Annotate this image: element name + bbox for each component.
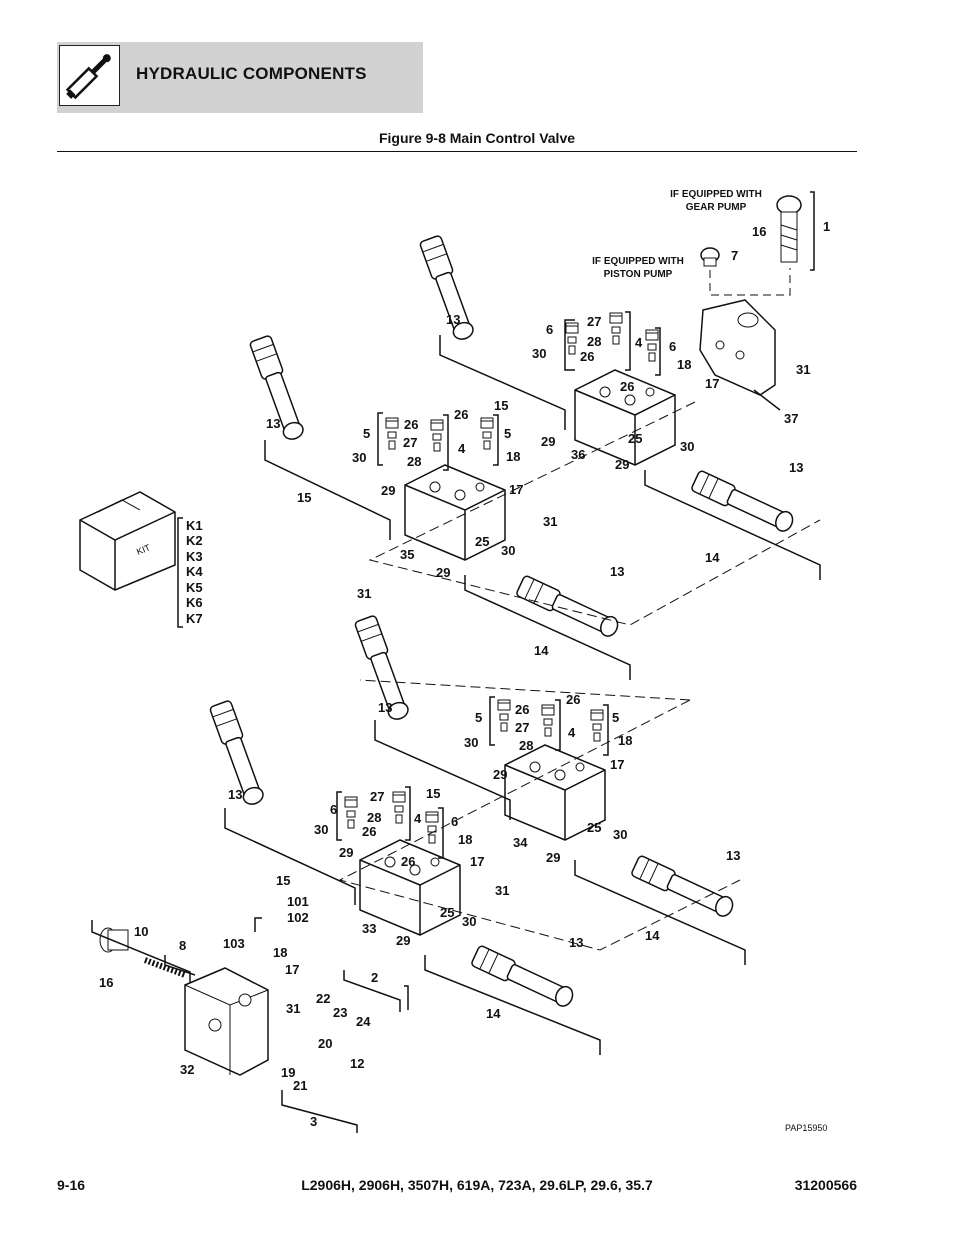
- callout: 26: [454, 407, 469, 422]
- callout: 13: [789, 460, 804, 475]
- callout: 7: [731, 248, 739, 263]
- callout: 6: [330, 802, 338, 817]
- figure-title: Figure 9-8 Main Control Valve: [378, 130, 576, 146]
- kit-item: K7: [186, 611, 203, 626]
- callout: 14: [486, 1006, 501, 1021]
- callout: 4: [635, 335, 643, 350]
- callout: 18: [677, 357, 692, 372]
- callout: 28: [407, 454, 422, 469]
- callout: 2: [371, 970, 379, 985]
- callout: 1: [823, 219, 831, 234]
- inlet-end-block-32: [185, 968, 268, 1075]
- solenoid-right-d: [471, 945, 576, 1010]
- callout: 34: [513, 835, 528, 850]
- callout: 25: [628, 431, 643, 446]
- callout: 13: [266, 416, 281, 431]
- callout: 16: [99, 975, 114, 990]
- callout: 16: [752, 224, 767, 239]
- callout: 4: [414, 811, 422, 826]
- callout: 17: [610, 757, 625, 772]
- callout: 26: [620, 379, 635, 394]
- callout: 27: [515, 720, 530, 735]
- piston-pump-note-line2: PISTON PUMP: [603, 269, 673, 280]
- callout: 29: [381, 483, 396, 498]
- callout: 28: [587, 334, 602, 349]
- callout: 14: [645, 928, 660, 943]
- callout: 6: [451, 814, 459, 829]
- callout: 25: [475, 534, 490, 549]
- kit-item: K3: [186, 549, 203, 564]
- callout: 30: [532, 346, 547, 361]
- callout: 27: [370, 789, 385, 804]
- callout: 20: [318, 1036, 333, 1051]
- page-number: 9-16: [57, 1177, 86, 1193]
- callout: 5: [504, 426, 512, 441]
- callout: 13: [569, 935, 584, 950]
- callout: 3: [310, 1114, 318, 1129]
- callout: 5: [475, 710, 483, 725]
- callout: 13: [378, 700, 393, 715]
- callout: 28: [519, 738, 534, 753]
- callout: 5: [363, 426, 371, 441]
- callout: 26: [362, 824, 377, 839]
- callout: 102: [287, 910, 309, 925]
- kit-item: K5: [186, 580, 203, 595]
- callout: 18: [458, 832, 473, 847]
- callout: 26: [401, 854, 416, 869]
- callout: 30: [462, 914, 477, 929]
- callout: 17: [285, 962, 300, 977]
- callout: 18: [506, 449, 521, 464]
- callout: 29: [396, 933, 411, 948]
- solenoid-right-b: [516, 575, 621, 640]
- callout: 5: [612, 710, 620, 725]
- callout: 4: [458, 441, 466, 456]
- callout: 17: [470, 854, 485, 869]
- callout: 26: [404, 417, 419, 432]
- kit-box: [80, 492, 175, 590]
- callout: 31: [543, 514, 558, 529]
- kit-item: K1: [186, 518, 203, 533]
- gear-pump-note-line2: GEAR PUMP: [685, 202, 747, 213]
- callout: 26: [580, 349, 595, 364]
- callout: 8: [179, 938, 187, 953]
- piston-pump-plug: [701, 248, 719, 266]
- callout: 15: [426, 786, 441, 801]
- callout: 17: [509, 482, 524, 497]
- callout: 17: [705, 376, 720, 391]
- callout: 27: [587, 314, 602, 329]
- callout: 31: [495, 883, 510, 898]
- valve-section-35: [405, 465, 505, 560]
- callout: 6: [546, 322, 554, 337]
- callout: 31: [357, 586, 372, 601]
- callout: 18: [273, 945, 288, 960]
- callout: 37: [784, 411, 799, 426]
- kit-item: K6: [186, 595, 203, 610]
- kit-label: KIT: [135, 542, 152, 557]
- callout: 24: [356, 1014, 371, 1029]
- callout: 29: [436, 565, 451, 580]
- callout: 26: [515, 702, 530, 717]
- callout: 22: [316, 991, 331, 1006]
- callout: 18: [618, 733, 633, 748]
- callout: 36: [571, 447, 586, 462]
- callout: 28: [367, 810, 382, 825]
- kit-item: K2: [186, 533, 203, 548]
- section-title: HYDRAULIC COMPONENTS: [136, 64, 367, 83]
- figure-reference: PAP15950: [785, 1123, 828, 1133]
- callout: 26: [566, 692, 581, 707]
- callout: 13: [228, 787, 243, 802]
- kit-item: K4: [186, 564, 203, 579]
- document-number: 31200566: [794, 1177, 857, 1193]
- callout: 13: [446, 312, 461, 327]
- callout: 14: [705, 550, 720, 565]
- callout: 25: [440, 905, 455, 920]
- callout: 31: [796, 362, 811, 377]
- callout: 32: [180, 1062, 195, 1077]
- callout: 29: [339, 845, 354, 860]
- callout: 101: [287, 894, 309, 909]
- callout: 29: [541, 434, 556, 449]
- callout: 30: [680, 439, 695, 454]
- callout: 30: [314, 822, 329, 837]
- callout: 30: [464, 735, 479, 750]
- callout: 103: [223, 936, 245, 951]
- solenoid-right-a: [691, 470, 796, 535]
- callout: 27: [403, 435, 418, 450]
- callout: 15: [297, 490, 312, 505]
- callout: 23: [333, 1005, 348, 1020]
- callout: 25: [587, 820, 602, 835]
- model-list: L2906H, 2906H, 3507H, 619A, 723A, 29.6LP, 29.6, 35.7: [301, 1177, 653, 1193]
- callout: 10: [134, 924, 149, 939]
- gear-pump-note-line1: IF EQUIPPED WITH: [670, 189, 762, 200]
- gear-pump-relief-valve: [777, 196, 801, 262]
- callout: 33: [362, 921, 377, 936]
- callout: 19: [281, 1065, 296, 1080]
- callout: 15: [494, 398, 509, 413]
- piston-pump-note-line1: IF EQUIPPED WITH: [592, 256, 684, 267]
- callout: 14: [534, 643, 549, 658]
- callout: 6: [669, 339, 677, 354]
- callout: 29: [615, 457, 630, 472]
- callout: 30: [352, 450, 367, 465]
- callout: 35: [400, 547, 415, 562]
- callout: 29: [546, 850, 561, 865]
- callout: 12: [350, 1056, 365, 1071]
- callout: 31: [286, 1001, 301, 1016]
- callout: 13: [726, 848, 741, 863]
- callout: 30: [501, 543, 516, 558]
- callout: 13: [610, 564, 625, 579]
- solenoid-right-c: [631, 855, 736, 920]
- callout: 15: [276, 873, 291, 888]
- callout: 30: [613, 827, 628, 842]
- callout: 29: [493, 767, 508, 782]
- callout: 4: [568, 725, 576, 740]
- callout: 21: [293, 1078, 308, 1093]
